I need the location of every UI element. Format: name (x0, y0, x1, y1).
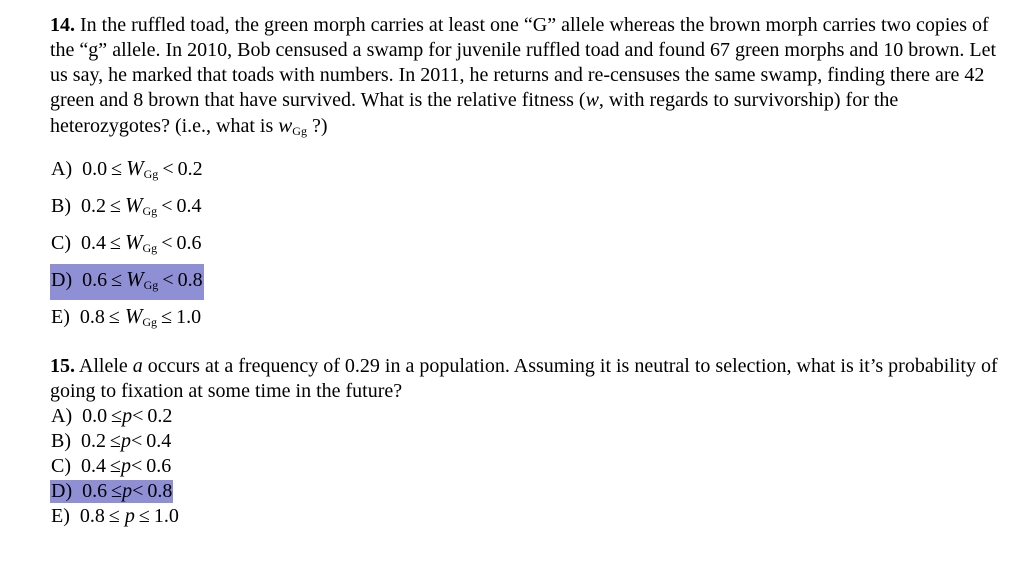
option-op2: < (131, 430, 143, 452)
question-14-number: 14. (50, 14, 75, 36)
option-label: D) (51, 480, 73, 502)
option-op1: ≤ (108, 306, 120, 328)
option-op1: ≤ (110, 195, 121, 217)
option-op1: ≤ (111, 405, 123, 427)
option-var: W (125, 230, 143, 254)
option-lower: 0.2 (81, 430, 106, 452)
question-14-option-a[interactable] (50, 153, 1010, 183)
question-15-text-1: Allele (75, 355, 133, 377)
option-op2: < (161, 195, 173, 217)
option-label: B) (51, 430, 71, 452)
option-op1: ≤ (110, 430, 121, 452)
option-lower: 0.6 (82, 269, 108, 291)
option-var: p (124, 505, 135, 527)
option-var: W (125, 193, 143, 217)
selected-answer-highlight (50, 480, 173, 503)
option-op2: ≤ (138, 505, 150, 527)
option-lower: 0.8 (79, 505, 105, 527)
option-sub: Gg (142, 204, 158, 218)
option-op2: < (161, 232, 173, 254)
question-14-option-e[interactable] (50, 301, 1010, 331)
option-upper: 0.4 (146, 430, 172, 452)
option-label: B) (51, 195, 71, 217)
option-upper: 0.8 (177, 269, 203, 291)
option-lower: 0.0 (82, 405, 108, 427)
question-15-option-a[interactable] (50, 404, 1010, 429)
question-15-number: 15. (50, 355, 75, 377)
option-label: E) (51, 306, 70, 328)
option-var: p (121, 455, 131, 477)
question-15-allele-symbol: a (132, 355, 143, 377)
question-15-option-d[interactable] (50, 479, 1010, 504)
option-upper: 0.8 (147, 480, 173, 502)
option-lower: 0.0 (82, 158, 108, 180)
option-op2: < (132, 405, 144, 427)
option-upper: 0.2 (177, 158, 203, 180)
option-lower: 0.8 (79, 306, 105, 328)
option-var: p (122, 405, 133, 427)
question-15-stem (50, 354, 1010, 404)
option-op2: < (131, 455, 143, 477)
option-op1: ≤ (111, 480, 123, 502)
question-14-text-1: In the ruffled toad, the green morph carries at least one “G” allele whereas the brown morph carries two copies of the “g” allele. In 2010, Bob censused a swamp for juvenile ruffled toad and found 67 green morphs and 10 brown. Let us say, he marked that toads with numbers. In 2011, he returns and re-censuses the same swamp, finding there are 42 green and 8 brown that have survived. What is the relative fitness ( (50, 14, 997, 111)
option-var: W (126, 156, 144, 180)
option-op1: ≤ (110, 232, 121, 254)
option-op2: < (162, 269, 174, 291)
question-14-w-subscript: Gg (292, 124, 307, 138)
question-15-text-2: occurs at a frequency of 0.29 in a population. Assuming it is neutral to selection, what is it’s probability of going to fixation at some time in the future? (50, 355, 998, 402)
option-label: E) (51, 505, 70, 527)
option-op2: ≤ (161, 306, 173, 328)
option-var: p (122, 480, 133, 502)
question-14-fitness-symbol: w (585, 89, 599, 111)
question-15-option-c[interactable] (50, 454, 1010, 479)
option-upper: 0.6 (176, 232, 202, 254)
option-sub: Gg (143, 167, 159, 181)
option-upper: 1.0 (153, 505, 179, 527)
option-sub: Gg (142, 315, 158, 329)
question-14-stem (50, 13, 1010, 144)
option-label: C) (51, 232, 71, 254)
option-op1: ≤ (111, 269, 123, 291)
option-op2: < (162, 158, 174, 180)
option-op1: ≤ (111, 158, 123, 180)
option-op1: ≤ (108, 505, 120, 527)
option-sub: Gg (142, 241, 158, 255)
option-label: C) (51, 455, 71, 477)
question-15 (50, 354, 1010, 529)
option-upper: 0.6 (146, 455, 172, 477)
option-label: A) (51, 405, 73, 427)
option-op1: ≤ (110, 455, 121, 477)
option-label: D) (51, 269, 73, 291)
option-upper: 1.0 (176, 306, 202, 328)
question-14-option-b[interactable] (50, 190, 1010, 220)
option-label: A) (51, 158, 73, 180)
question-14-option-d[interactable] (50, 264, 1010, 294)
option-var: p (121, 430, 131, 452)
question-15-option-e[interactable] (50, 504, 1010, 529)
option-upper: 0.4 (176, 195, 202, 217)
option-var: W (124, 304, 143, 328)
option-lower: 0.2 (81, 195, 106, 217)
option-upper: 0.2 (147, 405, 173, 427)
question-14-text-3: ?) (306, 115, 328, 137)
option-lower: 0.4 (81, 455, 106, 477)
question-15-options (50, 404, 1010, 529)
option-lower: 0.6 (82, 480, 108, 502)
option-op2: < (132, 480, 144, 502)
question-14 (50, 13, 1010, 338)
question-14-text-2: , with regards to survivorship) for the heterozygotes? (i.e., what is (50, 89, 899, 137)
question-15-option-b[interactable] (50, 429, 1010, 454)
option-sub: Gg (143, 278, 159, 292)
question-14-w-symbol: w (278, 113, 293, 137)
option-var: W (126, 267, 144, 291)
selected-answer-highlight (50, 264, 204, 300)
question-14-option-c[interactable] (50, 227, 1010, 257)
option-lower: 0.4 (81, 232, 106, 254)
question-14-options (50, 153, 1010, 331)
